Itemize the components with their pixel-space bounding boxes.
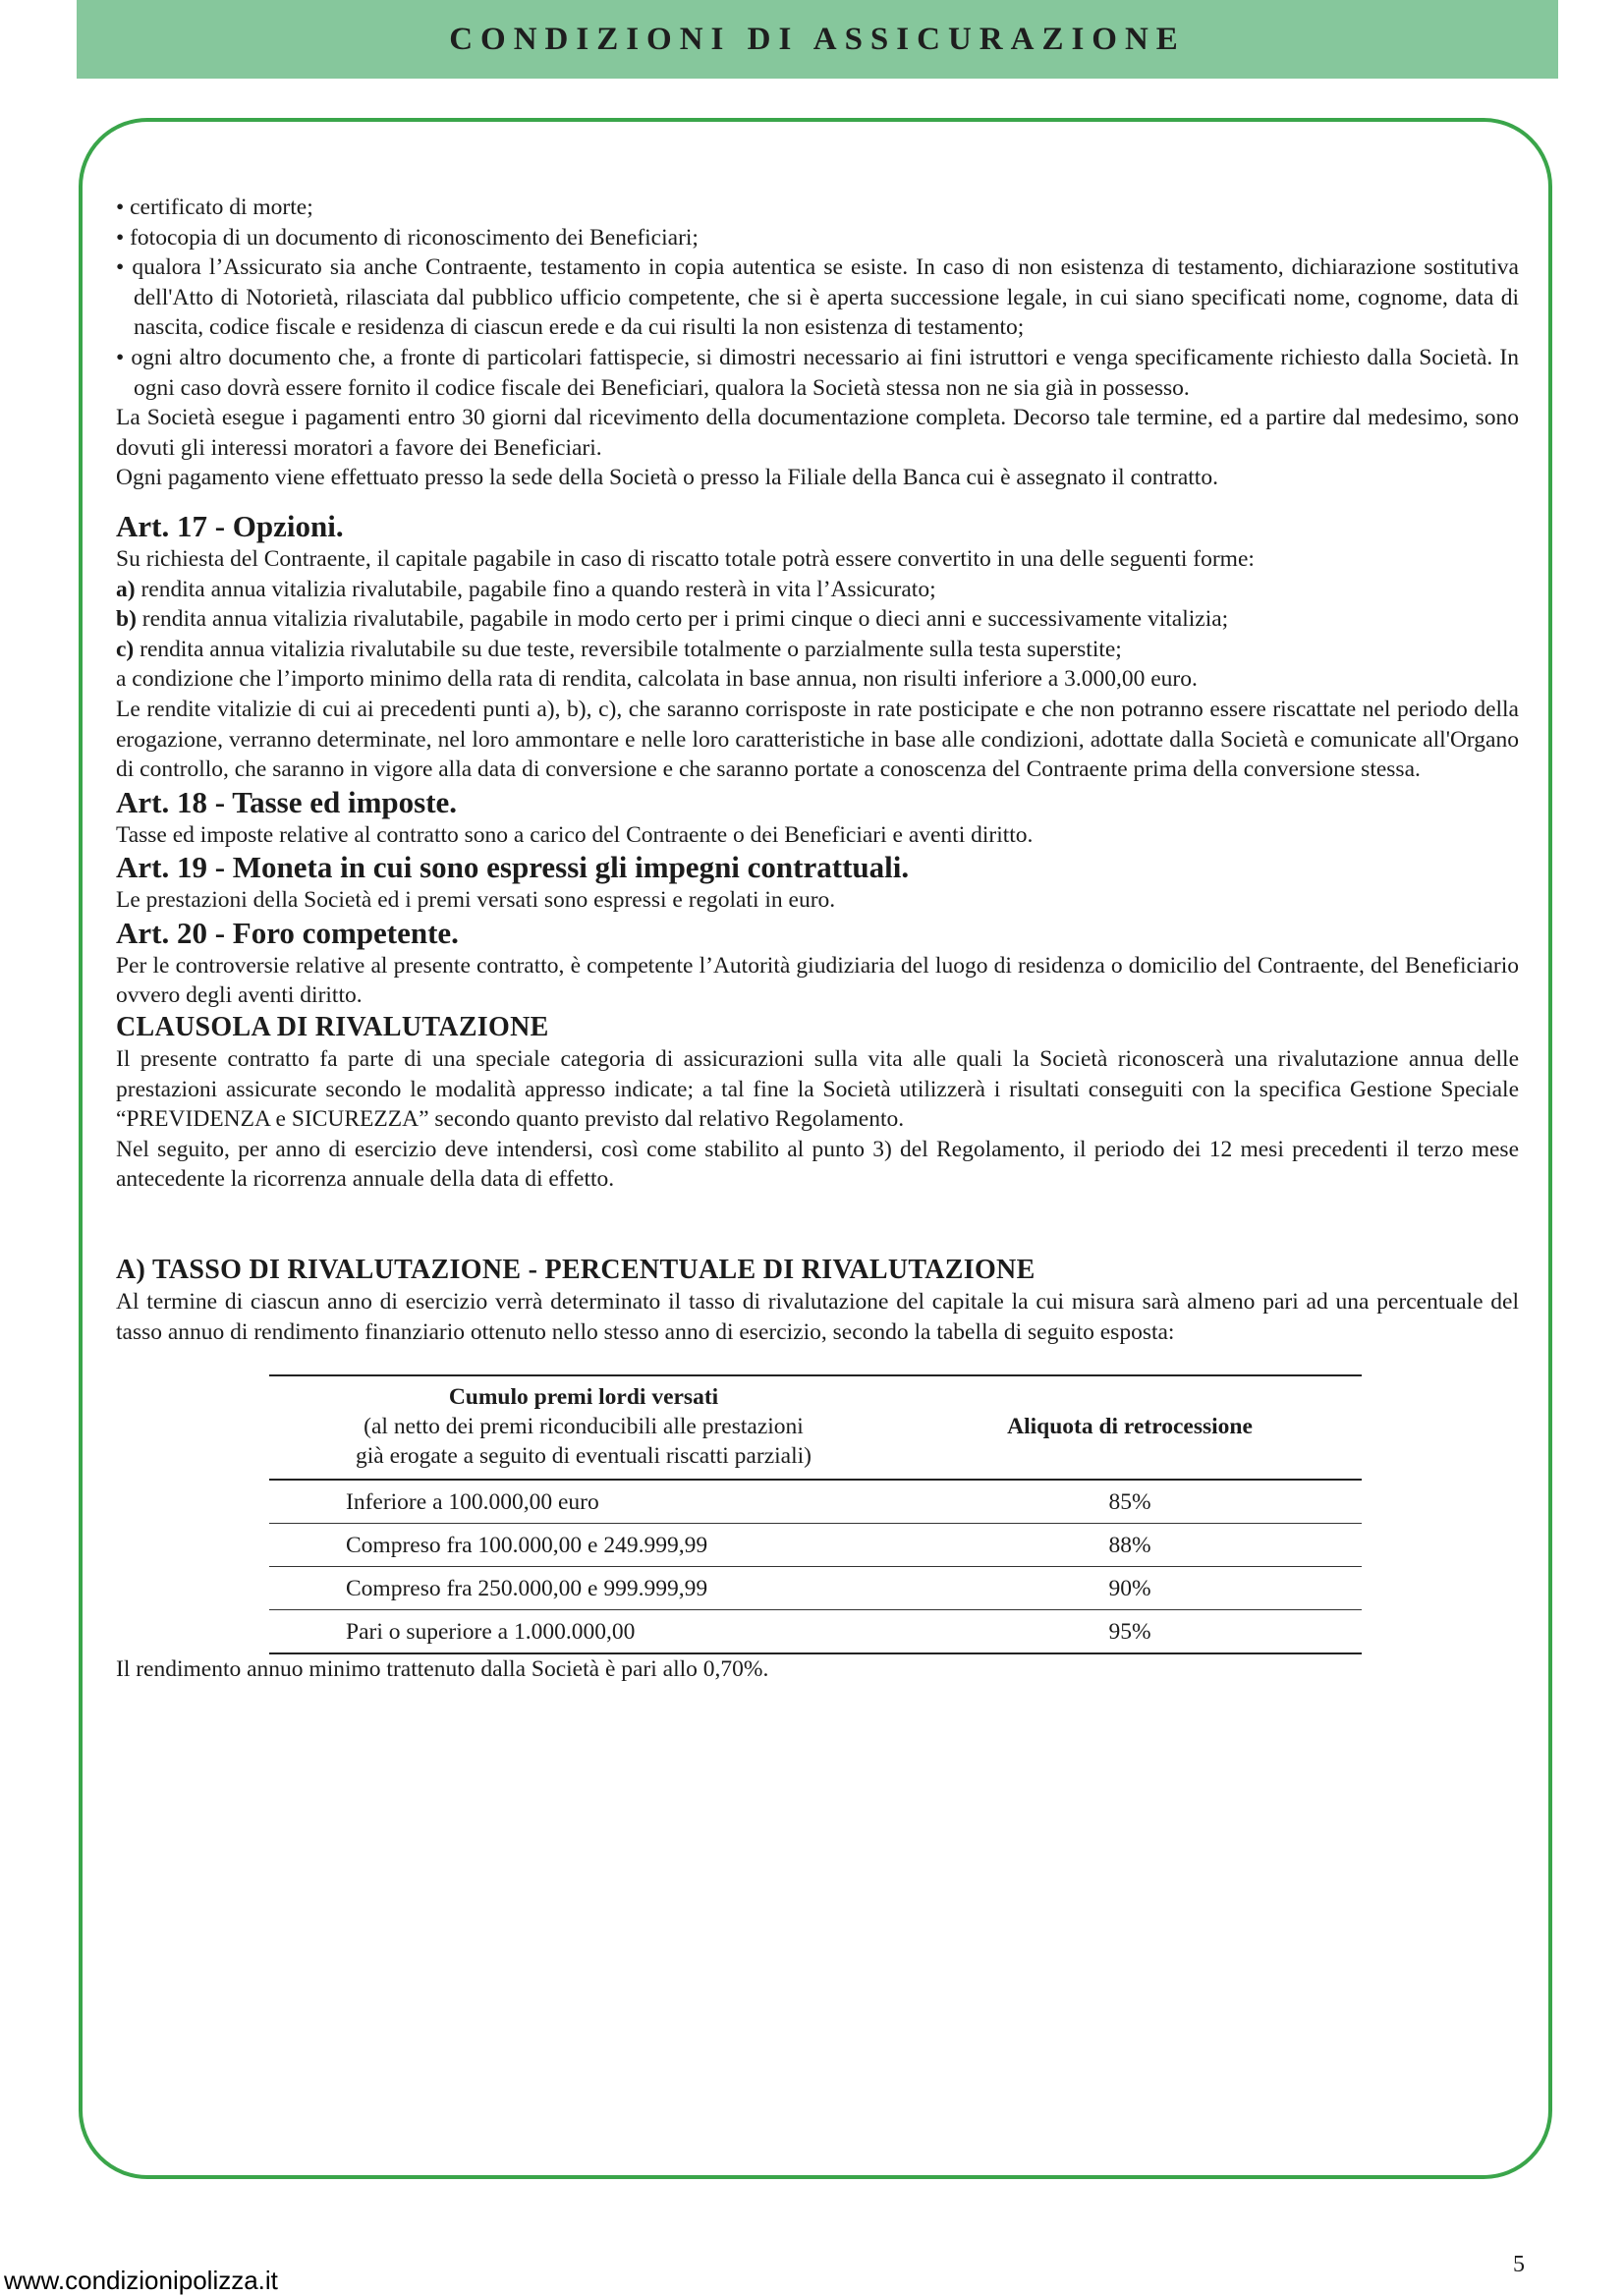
column-note: (al netto dei premi riconducibili alle prestazioni [364,1414,804,1440]
rate-cell: 88% [898,1524,1362,1567]
option-text: rendita annua vitalizia rivalutabile, pagabile fino a quando resterà in vita l’Assicurato; [140,576,936,602]
rate-cell: 95% [898,1610,1362,1654]
paragraph: Il rendimento annuo minimo trattenuto dalla Società è pari allo 0,70%. [116,1656,769,1683]
option-a [116,575,1519,605]
list-item: • ogni altro documento che, a fronte di particolari fattispecie, si dimostri necessario ai fini istruttori e venga specificamente richiesto dalla Società. In ogni caso dovrà essere fornito il codice fiscale dei Beneficiari, qualora la Società stessa non ne sia già in possesso. [116,343,1519,403]
option-letter: c) [116,636,135,662]
paragraph: Per le controversie relative al presente contratto, è competente l’Autorità giudiziaria del luogo di residenza o domicilio del Contraente, del Beneficiario ovvero degli aventi diritto. [116,952,1519,1009]
range-cell: Compreso fra 250.000,00 e 999.999,99 [269,1567,898,1610]
paragraph: Le rendite vitalizie di cui ai precedenti punti a), b), c), che saranno corrisposte in rate posticipate e che non potranno essere riscattate nel periodo della erogazione, verranno determinate, nel loro ammontare e nelle loro caratteristiche in base alle condizioni, adottate dalla Società e comunicate all'Organo di controllo, che saranno in vigore alla data di conversione e che saranno portate a conoscenza del Contraente prima della conversione stessa. [116,696,1519,783]
column-header-aliquota: Aliquota di retrocessione [898,1375,1362,1480]
paragraph: Al termine di ciascun anno di esercizio verrà determinato il tasso di rivalutazione del capitale la cui misura sarà almeno pari ad una percentuale del tasso annuo di rendimento finanziario ottenuto nello stesso anno di esercizio, secondo la tabella di seguito esposta: [116,1289,1519,1345]
option-letter: a) [116,576,136,602]
footer-url[interactable]: www.condizionipolizza.it [4,2266,278,2295]
range-cell: Inferiore a 100.000,00 euro [269,1480,898,1524]
table-row [269,1524,1362,1567]
paragraph: Il presente contratto fa parte di una speciale categoria di assicurazioni sulla vita alle quali la Società riconoscerà una rivalutazione annua delle prestazioni assicurate secondo le modalità appresso indicate; a tal fine la Società utilizzerà i risultati conseguiti con la specifica Gestione Speciale “PREVIDENZA e SICUREZZA” secondo quanto previsto dal relativo Regolamento. [116,1046,1519,1133]
page-number: 5 [1513,2252,1525,2277]
paragraph: Su richiesta del Contraente, il capitale pagabile in caso di riscatto totale potrà essere convertito in una delle seguenti forme: [116,545,1255,572]
paragraph: Ogni pagamento viene effettuato presso la sede della Società o presso la Filiale della Banca cui è assegnato il contratto. [116,465,1218,491]
document-body [116,193,1519,1685]
paragraph: La Società esegue i pagamenti entro 30 giorni dal ricevimento della documentazione completa. Decorso tale termine, ed a partire dal medesimo, sono dovuti gli interessi moratori a favore dei Beneficiari. [116,405,1519,461]
list-item: • fotocopia di un documento di riconoscimento dei Beneficiari; [116,223,1519,253]
option-c [116,635,1519,665]
article-18-heading: Art. 18 - Tasse ed imposte. [116,784,458,819]
retrocession-table [269,1374,1362,1654]
option-b [116,604,1519,635]
paragraph: Tasse ed imposte relative al contratto sono a carico del Contraente o dei Beneficiari e aventi diritto. [116,821,1034,848]
table-row [269,1610,1362,1654]
table-row [269,1567,1362,1610]
list-item: • qualora l’Assicurato sia anche Contraente, testamento in copia autentica se esiste. In caso di non esistenza di testamento, dichiarazione sostitutiva dell'Atto di Notorietà, rilasciata dal pubblico ufficio competente, che si è aperta successione legale, in cui siano specificati nome, cognome, data di nascita, codice fiscale e residenza di ciascun erede e da cui risulti la non esistenza di testamento; [116,252,1519,343]
option-text: rendita annua vitalizia rivalutabile su due teste, reversibile totalmente o parzialmente sulla testa superstite; [140,636,1122,662]
option-text: rendita annua vitalizia rivalutabile, pagabile in modo certo per i primi cinque o dieci anni e successivamente vitalizia; [141,606,1229,633]
table-row [269,1480,1362,1524]
range-cell: Compreso fra 100.000,00 e 249.999,99 [269,1524,898,1567]
paragraph: Le prestazioni della Società ed i premi versati sono espressi e regolati in euro. [116,887,836,914]
header-bar [77,0,1558,79]
rate-cell: 85% [898,1480,1362,1524]
article-19-heading: Art. 19 - Moneta in cui sono espressi gli impegni contrattuali. [116,850,910,885]
section-a-heading: A) TASSO DI RIVALUTAZIONE - PERCENTUALE DI RIVALUTAZIONE [116,1255,1036,1286]
range-cell: Pari o superiore a 1.000.000,00 [269,1610,898,1654]
paragraph: Nel seguito, per anno di esercizio deve intendersi, così come stabilito al punto 3) del Regolamento, il periodo dei 12 mesi precedenti il terzo mese antecedente la ricorrenza annuale della data di effetto. [116,1136,1519,1193]
list-item: • certificato di morte; [116,193,1519,223]
clausola-heading: CLAUSOLA DI RIVALUTAZIONE [116,1012,549,1043]
article-20-heading: Art. 20 - Foro competente. [116,915,459,950]
column-header-cumulo [269,1375,898,1480]
paragraph: a condizione che l’importo minimo della rata di rendita, calcolata in base annua, non risulti inferiore a 3.000,00 euro. [116,666,1198,693]
column-note: già erogate a seguito di eventuali riscatti parziali) [356,1443,812,1470]
table-header-row [269,1375,1362,1480]
page-title: CONDIZIONI DI ASSICURAZIONE [449,21,1186,57]
article-17-heading: Art. 17 - Opzioni. [116,508,344,543]
option-letter: b) [116,606,137,633]
rate-cell: 90% [898,1567,1362,1610]
column-title: Cumulo premi lordi versati [448,1384,719,1411]
